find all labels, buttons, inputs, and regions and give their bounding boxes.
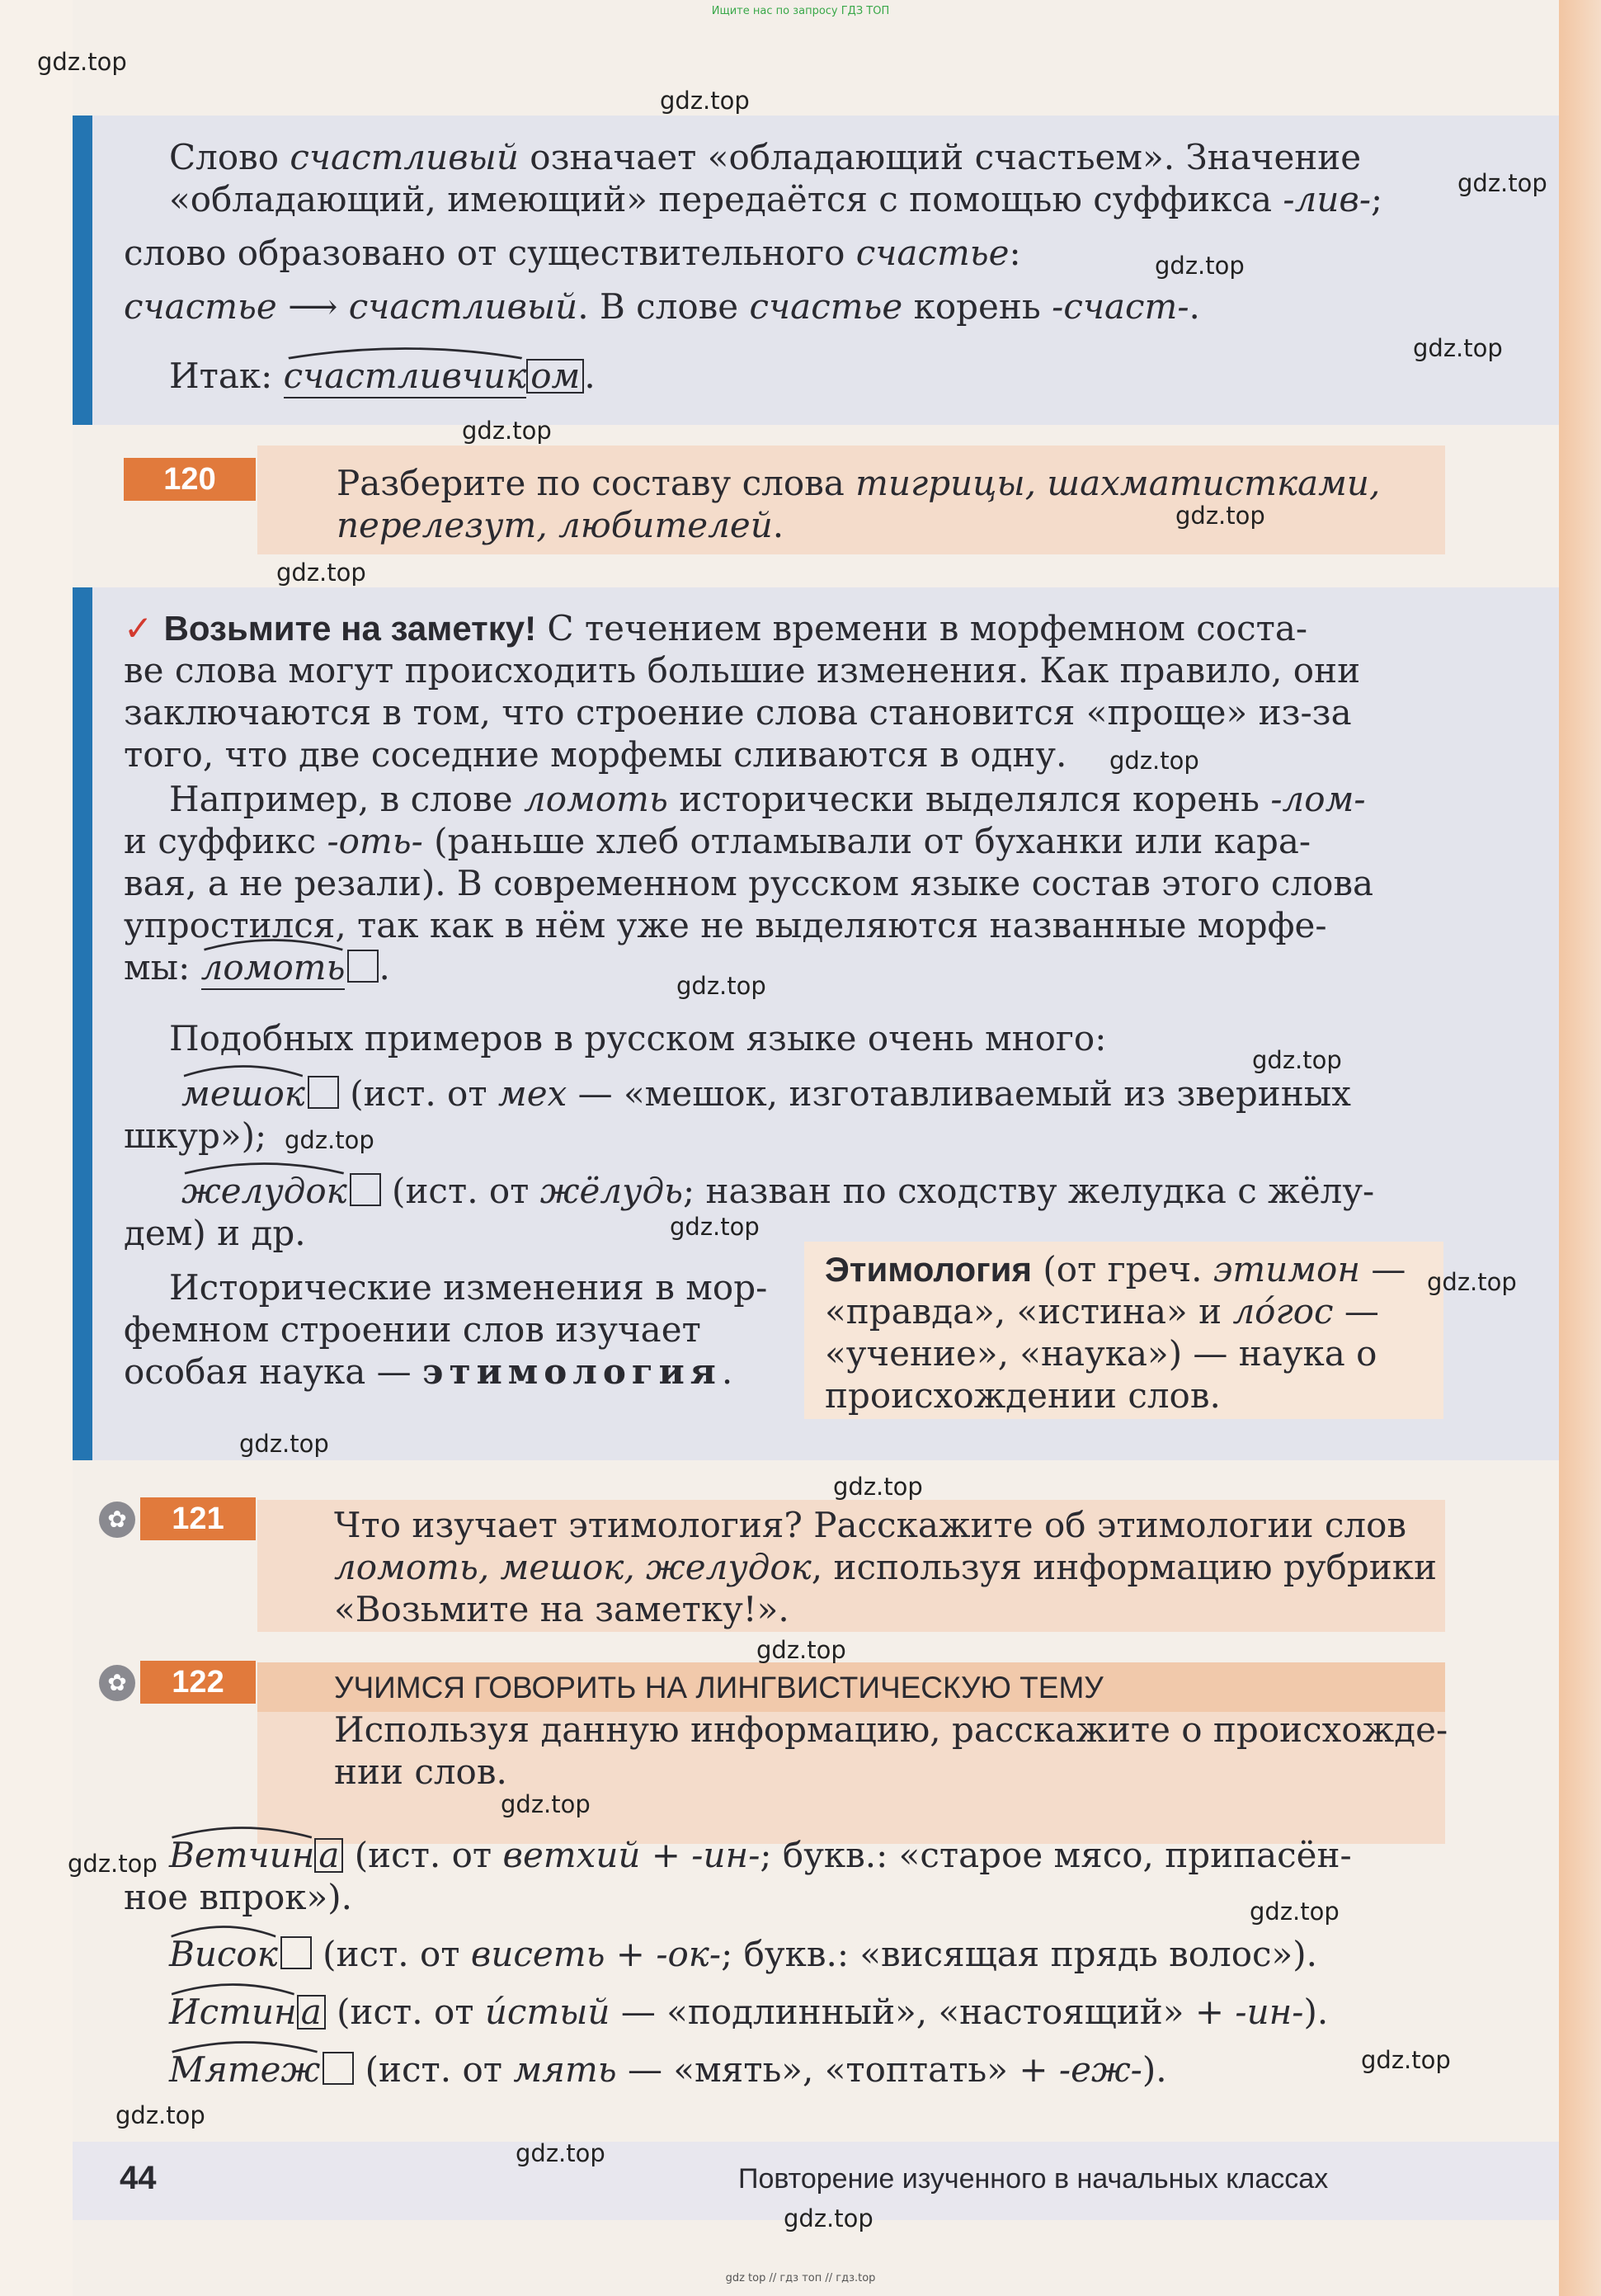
ex122-word-2: Висок (ист. от висеть + -ок-; букв.: «висящая прядь волос»). — [124, 1933, 1452, 1975]
watermark: gdz.top — [516, 2139, 605, 2167]
watermark: gdz.top — [37, 48, 127, 76]
watermark: gdz.top — [1457, 169, 1547, 197]
note-paragraph-1: ✓ Возьмите на заметку! С течением времени в морфемном соста- ве слова могут происходить большие изменения. Как правило, они заключаются в том, что строение слова становится «проще» из-за того, что две соседние морфемы сливаются в одну. — [124, 608, 1361, 775]
top-note: Ищите нас по запросу ГДЗ ТОП — [711, 5, 890, 17]
watermark: gdz.top — [1252, 1046, 1342, 1074]
note-example-1: мешок (ист. от мех — «мешок, изготавливаемый из звериных шкур»); — [124, 1073, 1452, 1157]
morpheme-word-schastlivchik: счастливчик — [284, 355, 527, 398]
discussion-icon: ✿ — [99, 1665, 135, 1701]
ex120-number: 120 — [124, 458, 256, 501]
watermark: gdz.top — [660, 87, 750, 115]
left-margin — [0, 0, 73, 2296]
ex122-word-3: Истин а (ист. от и́стый — «подлинный», «настоящий» + -ин-). — [124, 1991, 1452, 2033]
watermark: gdz.top — [756, 1636, 846, 1664]
ex120-text: Разберите по составу слова тигрицы, шахматистками, перелезут, любителей. — [337, 463, 1381, 545]
zero-ending-box — [347, 950, 379, 983]
watermark: gdz.top — [1109, 747, 1199, 775]
intro-accent-bar — [73, 116, 92, 425]
watermark: gdz.top — [285, 1126, 374, 1154]
morpheme-word-lomot: ломоть — [201, 946, 346, 990]
watermark: gdz.top — [115, 2101, 205, 2129]
intro-text-2: слово образовано от существительного счастье: счастье ⟶ счастливый. В слове счастье корень -счаст-. — [124, 233, 1200, 327]
watermark: gdz.top — [1427, 1268, 1517, 1296]
watermark: gdz.top — [462, 417, 552, 445]
watermark: gdz.top — [833, 1473, 923, 1501]
bottom-note: gdz top // гдз топ // гдз.top — [725, 2272, 876, 2284]
note-paragraph-4: Исторические изменения в мор- фемном строении слов изучает особая наука — этимология. — [124, 1267, 768, 1392]
ex122-text: Используя данную информацию, расскажите о происхожде- нии слов. — [334, 1709, 1448, 1792]
ex122-word-4: Мятеж (ист. от мять — «мять», «топтать» + -еж-). — [124, 2048, 1452, 2091]
section-title: Повторение изученного в начальных классах — [738, 2163, 1329, 2195]
watermark: gdz.top — [276, 559, 366, 587]
note-paragraph-3: Подобных примеров в русском языке очень много: — [169, 1018, 1107, 1058]
page-number: 44 — [120, 2160, 157, 2196]
discussion-icon: ✿ — [99, 1502, 135, 1538]
check-icon: ✓ — [124, 608, 153, 648]
watermark: gdz.top — [784, 2204, 873, 2232]
intro-conclusion: Итак: счастливчик ом . — [169, 355, 1324, 398]
watermark: gdz.top — [68, 1850, 158, 1878]
note-paragraph-2: Например, в слове ломоть исторически выделялся корень -лом- и суффикс -оть- (раньше хлеб отламывали от буханки или кара- вая, а не резали). В современном русском языке состав этого слова упростился, так как в нём уже не выделяются названные морфе- мы: ломоть . — [124, 778, 1452, 990]
note-accent-bar — [73, 587, 92, 1460]
ex122-word-1: Ветчин а (ист. от ветхий + -ин-; букв.: «старое мясо, припасён- ное впрок»). — [124, 1834, 1452, 1918]
ex121-text: Что изучает этимология? Расскажите об этимологии слов ломоть, мешок, желудок, используя информацию рубрики «Возьмите на заметку!». — [334, 1505, 1437, 1629]
watermark: gdz.top — [239, 1430, 329, 1458]
ex122-header: УЧИМСЯ ГОВОРИТЬ НА ЛИНГВИСТИЧЕСКУЮ ТЕМУ — [334, 1671, 1104, 1704]
page-edge — [1559, 0, 1601, 2296]
watermark: gdz.top — [1155, 252, 1245, 280]
watermark: gdz.top — [1250, 1898, 1340, 1926]
etymology-definition: Этимология (от греч. этимон — «правда», «истина» и ло́гос — «учение», «наука») — наука о происхождении слов. — [825, 1249, 1406, 1416]
watermark: gdz.top — [501, 1790, 591, 1818]
ending-box: ом — [526, 359, 584, 394]
watermark: gdz.top — [676, 972, 766, 1000]
watermark: gdz.top — [1175, 502, 1265, 530]
watermark: gdz.top — [1361, 2046, 1451, 2074]
intro-text: Слово счастливый означает «обладающий счастьем». Значение «обладающий, имеющий» передаётся с помощью суффикса -лив-; — [169, 137, 1383, 219]
note-example-2: желудок (ист. от жёлудь; назван по сходству желудка с жёлу- дем) и др. — [124, 1170, 1452, 1254]
watermark: gdz.top — [1413, 334, 1503, 362]
watermark: gdz.top — [670, 1213, 760, 1241]
ex122-number: 122 — [140, 1661, 256, 1704]
ex121-number: 121 — [140, 1497, 256, 1540]
